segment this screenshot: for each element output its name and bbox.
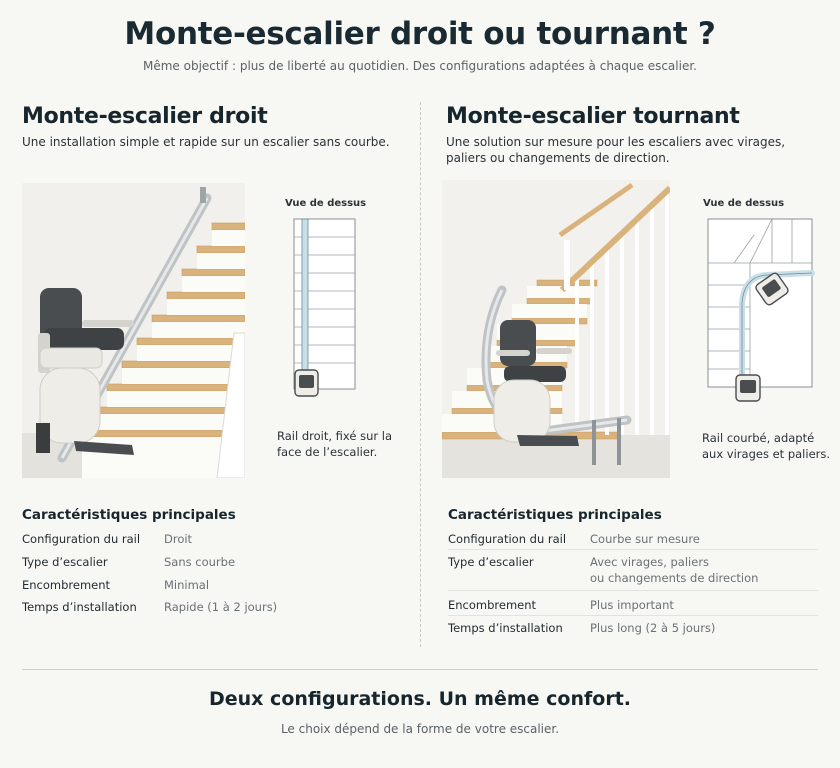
footer-divider xyxy=(22,669,818,670)
right-description-line2: paliers ou changements de direction. xyxy=(446,151,670,165)
right-column-description xyxy=(446,134,785,166)
left-features-title: Caractéristiques principales xyxy=(22,507,236,523)
row-separator xyxy=(448,615,818,616)
left-feature-label: Configuration du rail xyxy=(22,532,141,546)
row-separator xyxy=(448,549,818,550)
left-feature-label: Temps d’installation xyxy=(22,600,137,614)
right-caption-line1: Rail courbé, adapté xyxy=(702,431,815,445)
right-feature-value: Avec virages, paliers xyxy=(590,555,710,569)
right-feature-value: Plus long (2 à 5 jours) xyxy=(590,621,716,635)
column-divider xyxy=(420,102,421,647)
footer-title: Deux configurations. Un même confort. xyxy=(209,688,631,710)
left-caption xyxy=(277,428,392,460)
footer-subtitle: Le choix dépend de la forme de votre escalier. xyxy=(280,722,560,736)
right-feature-label: Encombrement xyxy=(448,598,537,612)
left-feature-value: Minimal xyxy=(164,578,210,592)
left-feature-value: Rapide (1 à 2 jours) xyxy=(164,600,278,614)
left-column-description: Une installation simple et rapide sur un escalier sans courbe. xyxy=(22,135,390,149)
straight-stairlift-illustration xyxy=(22,183,245,478)
curved-stairlift-illustration xyxy=(442,180,670,478)
straight-rail-topview-diagram xyxy=(290,215,360,400)
page-subtitle: Même objectif : plus de liberté au quotidien. Des configurations adaptées à chaque escalier. xyxy=(143,59,697,73)
left-caption-line2: face de l’escalier. xyxy=(277,445,378,459)
left-feature-label: Type d’escalier xyxy=(22,555,108,569)
right-feature-label: Type d’escalier xyxy=(448,555,534,569)
left-feature-value: Sans courbe xyxy=(164,555,236,569)
row-separator xyxy=(448,590,818,591)
right-features-title: Caractéristiques principales xyxy=(448,507,662,523)
left-feature-value: Droit xyxy=(164,532,193,546)
left-topview-label: Vue de dessus xyxy=(285,198,367,209)
right-topview-label: Vue de dessus xyxy=(703,198,785,209)
right-feature-value: Plus important xyxy=(590,598,674,612)
right-feature-label: Configuration du rail xyxy=(448,532,567,546)
right-feature-value-line2: ou changements de direction xyxy=(590,571,759,585)
right-caption xyxy=(702,430,830,462)
right-feature-label: Temps d’installation xyxy=(448,621,563,635)
page-title: Monte-escalier droit ou tournant ? xyxy=(124,16,716,52)
curved-rail-topview-diagram xyxy=(704,215,816,410)
left-feature-label: Encombrement xyxy=(22,578,111,592)
left-caption-line1: Rail droit, fixé sur la xyxy=(277,429,392,443)
right-caption-line2: aux virages et paliers. xyxy=(702,447,831,461)
right-feature-value: Courbe sur mesure xyxy=(590,532,700,546)
right-description-line1: Une solution sur mesure pour les escaliers avec virages, xyxy=(446,135,786,149)
left-column-title: Monte-escalier droit xyxy=(22,104,268,129)
right-column-title: Monte-escalier tournant xyxy=(446,104,740,129)
